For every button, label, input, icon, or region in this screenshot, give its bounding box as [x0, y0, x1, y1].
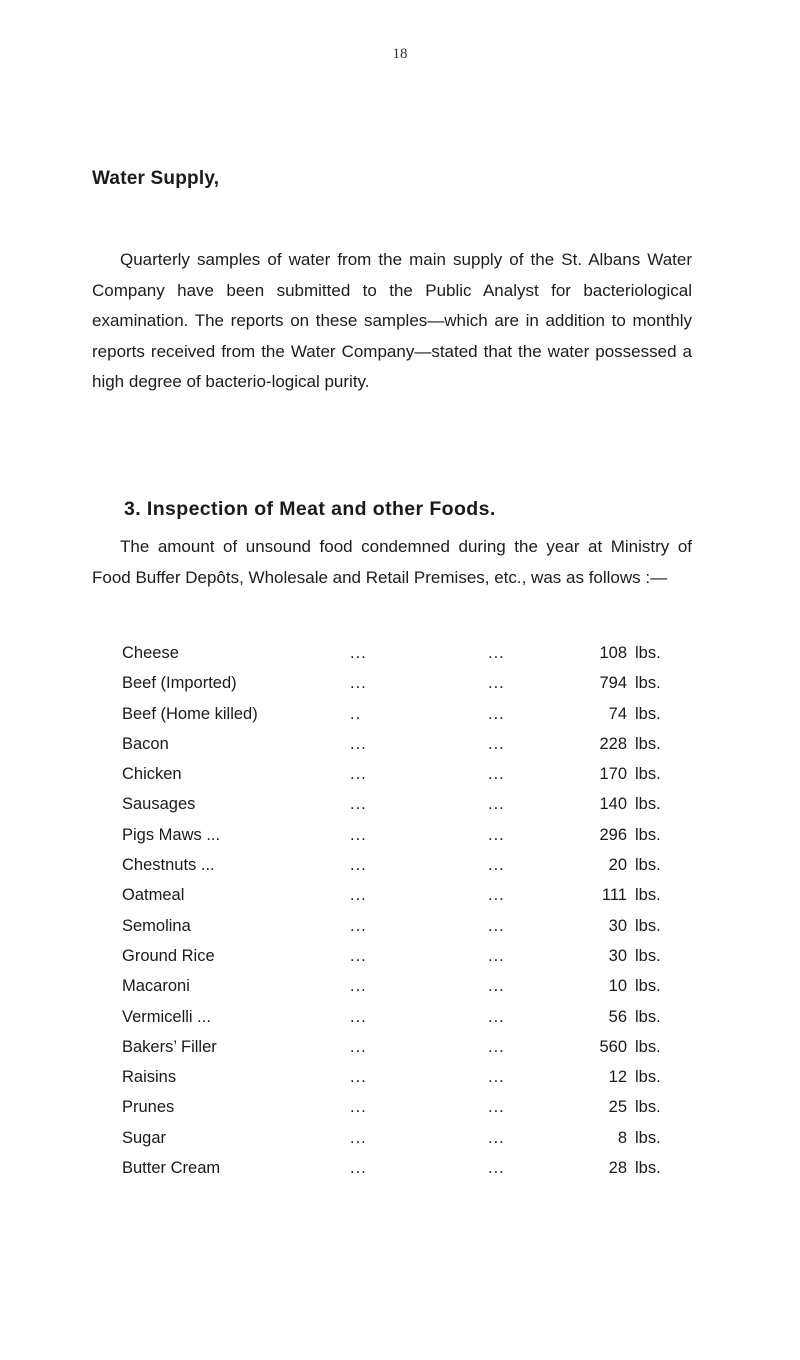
food-item-name: Chicken	[122, 765, 182, 784]
food-item-unit: lbs.	[635, 856, 661, 875]
food-item-unit: lbs.	[635, 977, 661, 996]
dot-leader: ...	[350, 644, 367, 662]
inspection-heading: 3. Inspection of Meat and other Foods.	[124, 498, 496, 520]
dot-leader: ...	[350, 1128, 367, 1147]
food-item-quantity: 560	[599, 1037, 627, 1056]
dot-leader: ...	[488, 1159, 505, 1178]
food-item-name: Sugar	[122, 1128, 167, 1147]
dot-leader: ...	[488, 795, 505, 814]
food-item-name: Cheese	[122, 644, 179, 662]
food-item-unit: lbs.	[635, 1159, 661, 1178]
dot-leader: ...	[350, 1037, 367, 1056]
dot-leader: ...	[350, 886, 367, 905]
dot-leader: ..	[350, 704, 362, 723]
food-item-name: Beef (Home killed)	[122, 704, 258, 723]
inspection-paragraph: The amount of unsound food condemned during the year at Ministry of Food Buffer Depôts, Wholesale and Retail Premises, etc., was as follows :—	[92, 537, 692, 587]
dot-leader: ...	[488, 856, 505, 875]
food-item-row	[122, 638, 702, 668]
food-item-unit: lbs.	[635, 795, 661, 814]
food-item-row	[122, 789, 702, 819]
food-item-name: Beef (Imported)	[122, 674, 237, 693]
food-item-name: Butter Cream	[122, 1159, 221, 1178]
food-item-row	[122, 729, 702, 759]
food-item-quantity: 56	[608, 1007, 627, 1026]
dot-leader: ...	[488, 886, 505, 905]
food-item-unit: lbs.	[635, 765, 661, 784]
food-item-unit: lbs.	[635, 734, 661, 753]
food-item-row	[122, 759, 702, 789]
food-item-row	[122, 1123, 702, 1153]
food-item-unit: lbs.	[635, 825, 661, 844]
dot-leader: ...	[488, 825, 505, 844]
food-item-row	[122, 699, 702, 729]
dot-leader: ...	[488, 1098, 505, 1117]
food-item-quantity: 228	[599, 734, 627, 753]
food-item-quantity: 20	[608, 856, 627, 875]
food-item-name: Pigs Maws ...	[122, 825, 221, 844]
food-item-quantity: 12	[608, 1068, 627, 1087]
food-item-unit: lbs.	[635, 1007, 661, 1026]
dot-leader: ...	[488, 1068, 505, 1087]
food-item-unit: lbs.	[635, 1068, 661, 1087]
food-item-quantity: 30	[608, 946, 627, 965]
dot-leader: ...	[488, 1128, 505, 1147]
condemned-food-list	[122, 638, 702, 1183]
food-item-row	[122, 1032, 702, 1062]
food-item-row	[122, 1002, 702, 1032]
dot-leader: ...	[488, 704, 505, 723]
dot-leader: ...	[350, 916, 367, 935]
page-number: 18	[392, 46, 408, 62]
food-item-unit: lbs.	[635, 704, 661, 723]
food-item-name: Sausages	[122, 795, 196, 814]
food-item-row	[122, 941, 702, 971]
food-item-unit: lbs.	[635, 946, 661, 965]
dot-leader: ...	[350, 856, 367, 875]
food-item-unit: lbs.	[635, 886, 661, 905]
food-item-name: Semolina	[122, 916, 191, 935]
dot-leader: ...	[488, 644, 505, 662]
food-item-quantity: 140	[599, 795, 627, 814]
food-item-row	[122, 850, 702, 880]
dot-leader: ...	[350, 765, 367, 784]
food-item-quantity: 74	[608, 704, 627, 723]
food-item-quantity: 25	[608, 1098, 627, 1117]
food-item-quantity: 8	[617, 1128, 627, 1147]
food-item-row	[122, 911, 702, 941]
dot-leader: ...	[488, 1007, 505, 1026]
food-item-name: Ground Rice	[122, 946, 215, 965]
food-item-quantity: 108	[599, 644, 627, 662]
food-item-row	[122, 820, 702, 850]
dot-leader: ...	[350, 825, 367, 844]
dot-leader: ...	[350, 1098, 367, 1117]
dot-leader: ...	[350, 734, 367, 753]
water-supply-heading: Water Supply,	[92, 168, 220, 189]
dot-leader: ...	[350, 1007, 367, 1026]
dot-leader: ...	[488, 946, 505, 965]
food-item-unit: lbs.	[635, 916, 661, 935]
food-item-unit: lbs.	[635, 644, 661, 662]
food-item-row	[122, 1062, 702, 1092]
food-item-unit: lbs.	[635, 1037, 661, 1056]
food-item-quantity: 296	[599, 825, 627, 844]
food-item-row	[122, 1153, 702, 1183]
dot-leader: ...	[488, 1037, 505, 1056]
food-item-unit: lbs.	[635, 1098, 661, 1117]
food-item-name: Vermicelli ...	[122, 1007, 211, 1026]
dot-leader: ...	[488, 916, 505, 935]
dot-leader: ...	[488, 734, 505, 753]
dot-leader: ...	[350, 1068, 367, 1087]
food-item-unit: lbs.	[635, 1128, 661, 1147]
food-item-row	[122, 971, 702, 1001]
dot-leader: ...	[350, 946, 367, 965]
water-supply-paragraph: Quarterly samples of water from the main supply of the St. Albans Water Company have been submitted to the Public Analyst for bacteriological examination. The reports on these samples—which are in addition to monthly reports received from the Water Company—stated that the water possessed a high degree of bacterio-logical purity.	[92, 250, 692, 392]
food-item-quantity: 10	[608, 977, 627, 996]
dot-leader: ...	[488, 977, 505, 996]
food-item-name: Macaroni	[122, 977, 190, 996]
food-item-quantity: 111	[601, 886, 627, 905]
food-item-quantity: 30	[608, 916, 627, 935]
food-item-name: Prunes	[122, 1098, 175, 1117]
food-item-name: Chestnuts ...	[122, 856, 215, 875]
food-item-unit: lbs.	[635, 674, 661, 693]
food-item-quantity: 794	[599, 674, 627, 693]
dot-leader: ...	[350, 1159, 367, 1178]
dot-leader: ...	[488, 674, 505, 693]
food-item-name: Bacon	[122, 734, 169, 753]
food-item-row	[122, 1092, 702, 1122]
food-item-name: Bakers’ Filler	[122, 1037, 217, 1056]
food-item-name: Oatmeal	[122, 886, 185, 905]
food-item-row	[122, 668, 702, 698]
food-item-quantity: 170	[599, 765, 627, 784]
dot-leader: ...	[350, 674, 367, 693]
dot-leader: ...	[350, 795, 367, 814]
dot-leader: ...	[350, 977, 367, 996]
food-item-quantity: 28	[608, 1159, 627, 1178]
food-item-name: Raisins	[122, 1068, 177, 1087]
dot-leader: ...	[488, 765, 505, 784]
food-item-row	[122, 880, 702, 910]
